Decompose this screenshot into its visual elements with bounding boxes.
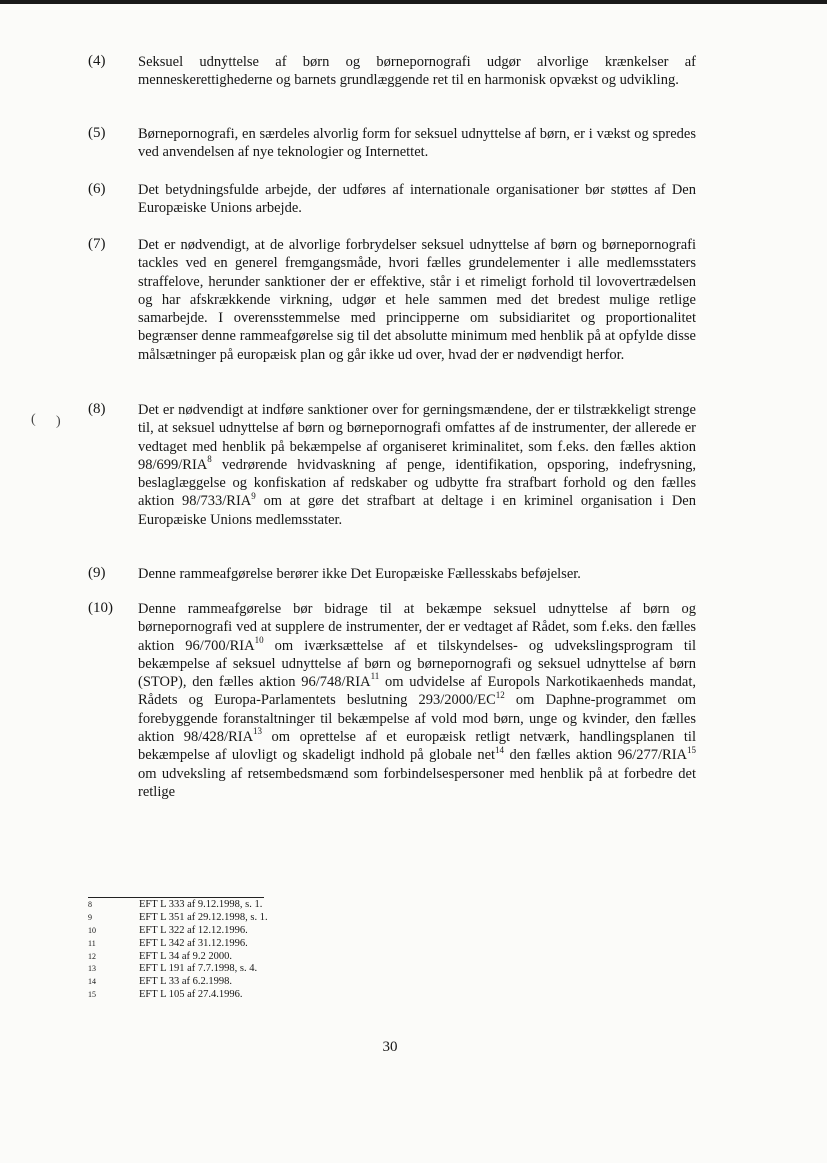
footnote-divider [88,897,264,898]
footnote-text: EFT L 191 af 7.7.1998, s. 4. [139,963,258,975]
footnote-number: 11 [88,938,96,948]
recital-number: (6) [88,181,106,197]
footnote-reference: 10 [254,634,264,645]
margin-mark-left: ( [31,412,36,427]
footnote-text: EFT L 351 af 29.12.1998, s. 1. [139,911,268,923]
recital-text: Det er nødvendigt, at de alvorlige forbrydelser seksuel udnyttelse af børn og børnepornografi tackles ved en generel fremgangsmåde, hvori fælles grundelementer i alle medlemsstaters straffelove, herunder sanktioner der er effektive, står i et rimeligt forhold til lovovertrædelsen og har afskrækkende virkning, udgør et hele sammen med det bredest mulige retlige samarbejde. I overensstemmelse med principperne om subsidiaritet og proportionalitet begrænser denne rammeafgørelse sig til det absolutte minimum med henblik på at opfylde disse målsætninger på europæisk plan og går ikke ud over, hvad der er nødvendigt herfor. [138,237,696,363]
recital-text: Det betydningsfulde arbejde, der udføres af internationale organisationer bør støttes af Den Europæiske Unions arbejde. [138,182,696,217]
footnote-number: 13 [88,964,96,974]
footnote [88,925,488,938]
top-scan-edge [0,0,827,4]
recital-text: Denne rammeafgørelse bør bidrage til at bekæmpe seksuel udnyttelse af børn og børnepornografi ved at supplere de instrumenter, der er vedtaget af Rådet, som f.eks. den fælles aktion 96/700/RIA$^{10}$ om iværksættelse af et tilskyndelses- og udvekslingsprogram til bekæmpelse af seksuel udnyttelse af børn og børnepornografi og seksuel udnyttelse af børn (STOP), den fælles aktion 96/748/RIA$^{11}$ om udvidelse af Europols Narkotikaenheds mandat, Rådets og Europa-Parlamentets beslutning 293/2000/EC$^{12}$ om Daphne-programmet om forebyggende foranstaltninger til bekæmpelse af vold mod børn, unge og kvinder, den fælles aktion 98/428/RIA$^{13}$ om oprettelse af et europæisk retligt netværk, handlingsplanen til bekæmpelse af ulovligt og skadeligt indhold på globale net$^{14}$ den fælles aktion 96/277/RIA$^{15}$ om udveksling af retsembedsmænd som forbindelsespersoner med henblik på at forbedre det retlige [138,601,697,800]
recital-number: (4) [88,53,106,69]
recital-text: Børnepornografi, en særdeles alvorlig form for seksuel udnyttelse af børn, er i vækst og spredes ved anvendelsen af nye teknologier og Internettet. [138,126,696,161]
footnote-text: EFT L 342 af 31.12.1996. [139,937,248,949]
recital-9 [88,565,696,583]
footnote [88,976,488,989]
footnote [88,912,488,925]
recital-text: Denne rammeafgørelse berører ikke Det Europæiske Fællesskabs beføjelser. [138,566,581,582]
recital-text: Seksuel udnyttelse af børn og børnepornografi udgør alvorlige krænkelser af menneskerettighederne og barnets grundlæggende ret til en harmonisk opvækst og udvikling. [138,54,696,89]
footnote-reference: 14 [495,744,505,755]
footnote-number: 10 [88,925,96,935]
footnote-number: 8 [88,900,92,909]
footnote-reference: 13 [253,726,263,737]
footnotes [88,899,488,1002]
footnote-text: EFT L 105 af 27.4.1996. [139,989,243,1001]
recital-5 [88,125,696,162]
footnote [88,951,488,964]
footnote-text: EFT L 333 af 9.12.1998, s. 1. [139,899,263,910]
footnote [88,938,488,951]
footnote-number: 9 [88,912,92,922]
footnote-reference: 15 [687,744,697,755]
footnote-reference: 12 [495,689,505,700]
recital-4 [88,53,696,90]
footnote-number: 12 [88,951,96,961]
page-number: 30 [382,1039,398,1055]
footnote [88,963,488,976]
footnote-text: EFT L 322 af 12.12.1996. [139,924,248,936]
recital-number: (5) [88,125,106,141]
recital-number: (10) [88,600,113,616]
footnote-reference: 9 [251,490,256,501]
recital-text: Det er nødvendigt at indføre sanktioner over for gerningsmændene, der er tilstrækkeligt strenge til, at seksuel udnyttelse af børn og børnepornografi omfattes af de instrumenter, der allerede er vedtaget med henblik på bekæmpelse af organiseret kriminalitet, som f.eks. den fælles aktion 98/699/RIA$^8$ vedrørende hvidvaskning af penge, identifikation, opsporing, indefrysning, beslaglæggelse og konfiskation af redskaber og udbytte fra strafbart forhold og den fælles aktion 98/733/RIA$^9$ om at gøre det strafbart at deltage i en kriminel organisation i Den Europæiske Unions medlemsstater. [138,402,696,528]
footnote [88,899,488,912]
footnote-reference: 8 [207,454,212,465]
recital-7 [88,236,696,364]
recital-number: (8) [88,401,106,417]
footnote-number: 14 [88,977,96,987]
footnote-number: 15 [88,990,96,1000]
recital-number: (9) [88,565,106,581]
footnote-reference: 11 [370,671,380,682]
recital-8 [88,401,696,529]
recital-6 [88,181,696,218]
footnote-text: EFT L 33 af 6.2.1998. [139,976,233,988]
recital-number: (7) [88,236,106,252]
margin-mark-right: ) [56,414,61,429]
footnote [88,989,488,1002]
footnote-text: EFT L 34 af 9.2 2000. [139,950,233,962]
recital-10 [88,600,696,801]
